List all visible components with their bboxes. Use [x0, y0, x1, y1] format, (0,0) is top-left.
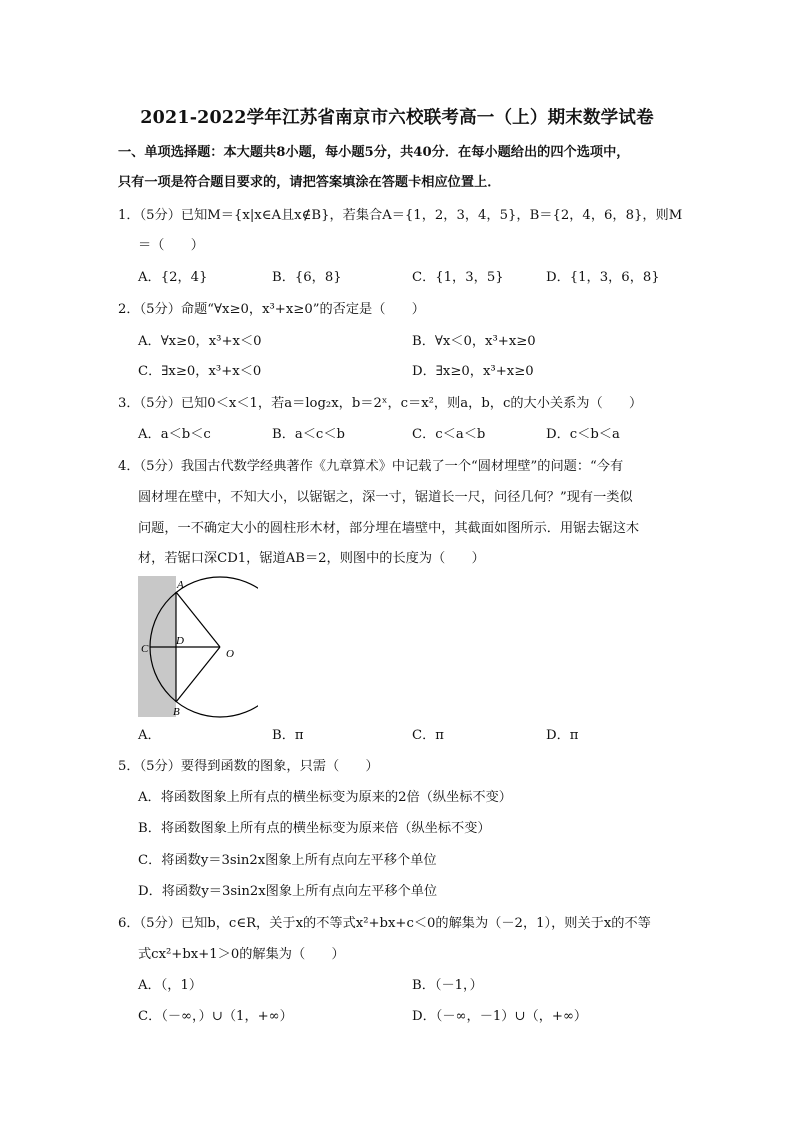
q5-option-a: A．将函数图象上所有点的横坐标变为原来的2倍（纵坐标不变） [138, 790, 512, 805]
q2-stem: 2．（5分）命题“∀x≥0，x³+x≥0”的否定是（ ） [118, 302, 425, 317]
q3-option-d: D．c＜b＜a [546, 427, 620, 442]
label-b: B [173, 706, 180, 718]
q2-option-a: A．∀x≥0，x³+x＜0 [138, 334, 262, 349]
q4-stem-line4: 材，若锯口深CD1，锯道AB＝2，则图中的长度为（ ） [138, 551, 485, 566]
q2-option-c: C．∃x≥0，x³+x＜0 [138, 364, 262, 379]
q4-stem-line2: 圆材埋在壁中，不知大小，以锯锯之，深一寸，锯道长一尺，问径几何？”现有一类似 [138, 490, 633, 505]
q4-option-a: A． [138, 728, 161, 743]
q1-stem-line2: ＝（ ） [138, 238, 204, 253]
q3-stem: 3．（5分）已知0＜x＜1，若a＝log₂x，b＝2ˣ，c＝x²，则a，b，c的大小关系为（ ） [118, 396, 643, 411]
q3-option-b: B．a＜c＜b [272, 427, 345, 442]
q6-option-b: B．（－1，） [412, 978, 483, 993]
q4-option-b: B．π [272, 728, 304, 743]
label-o: O [226, 648, 234, 660]
label-c: C [141, 643, 149, 655]
q3-option-a: A．a＜b＜c [138, 427, 211, 442]
q6-stem-line2: 式cx²+bx+1＞0的解集为（ ） [138, 947, 345, 962]
q6-option-a: A．（，1） [138, 978, 203, 993]
q1-option-a: A．{2，4} [138, 270, 208, 285]
radius-ob [176, 647, 220, 702]
section-heading-line2: 只有一项是符合题目要求的，请把答案填涂在答题卡相应位置上． [118, 175, 501, 190]
q5-option-b: B．将函数图象上所有点的横坐标变为原来倍（纵坐标不变） [138, 821, 491, 836]
q1-stem-line1: 1．（5分）已知M＝{x|x∈A且x∉B}，若集合A＝{1，2，3，4，5}，B＝{2，4，6，8}，则M [118, 208, 683, 223]
q1-option-b: B．{6，8} [272, 270, 342, 285]
q1-option-d: D．{1，3，6，8} [546, 270, 660, 285]
q3-option-c: C．c＜a＜b [412, 427, 486, 442]
label-a: A [177, 579, 184, 591]
q4-option-c: C．π [412, 728, 444, 743]
q4-stem-line1: 4．（5分）我国古代数学经典著作《九章算术》中记载了一个“圆材埋壁”的问题：“今有 [118, 459, 624, 474]
q2-option-d: D．∃x≥0，x³+x≥0 [412, 364, 534, 379]
section-heading-line1: 一、单项选择题：本大题共8小题，每小题5分，共40分．在每小题给出的四个选项中， [118, 145, 630, 160]
circle-in-wall-figure [138, 575, 258, 720]
label-d: D [176, 635, 184, 647]
q4-option-d: D．π [546, 728, 579, 743]
q6-stem-line1: 6．（5分）已知b，c∈R，关于x的不等式x²+bx+c＜0的解集为（－2，1），则关于x的不等 [118, 916, 651, 931]
q6-option-c: C．（－∞，）∪（1，+∞） [138, 1009, 293, 1024]
q5-option-c: C．将函数y＝3sin2x图象上所有点向左平移个单位 [138, 853, 437, 868]
q1-option-c: C．{1，3，5} [412, 270, 504, 285]
q2-option-b: B．∀x＜0，x³+x≥0 [412, 334, 536, 349]
q6-option-d: D．（－∞，－1）∪（，+∞） [412, 1009, 588, 1024]
q5-option-d: D．将函数y＝3sin2x图象上所有点向左平移个单位 [138, 884, 438, 899]
q5-stem: 5．（5分）要得到函数的图象，只需（ ） [118, 759, 379, 774]
page-title: 2021-2022学年江苏省南京市六校联考高一（上）期末数学试卷 [140, 108, 654, 128]
q4-stem-line3: 问题，一不确定大小的圆柱形木材，部分埋在墙壁中，其截面如图所示．用锯去锯这木 [138, 521, 640, 536]
